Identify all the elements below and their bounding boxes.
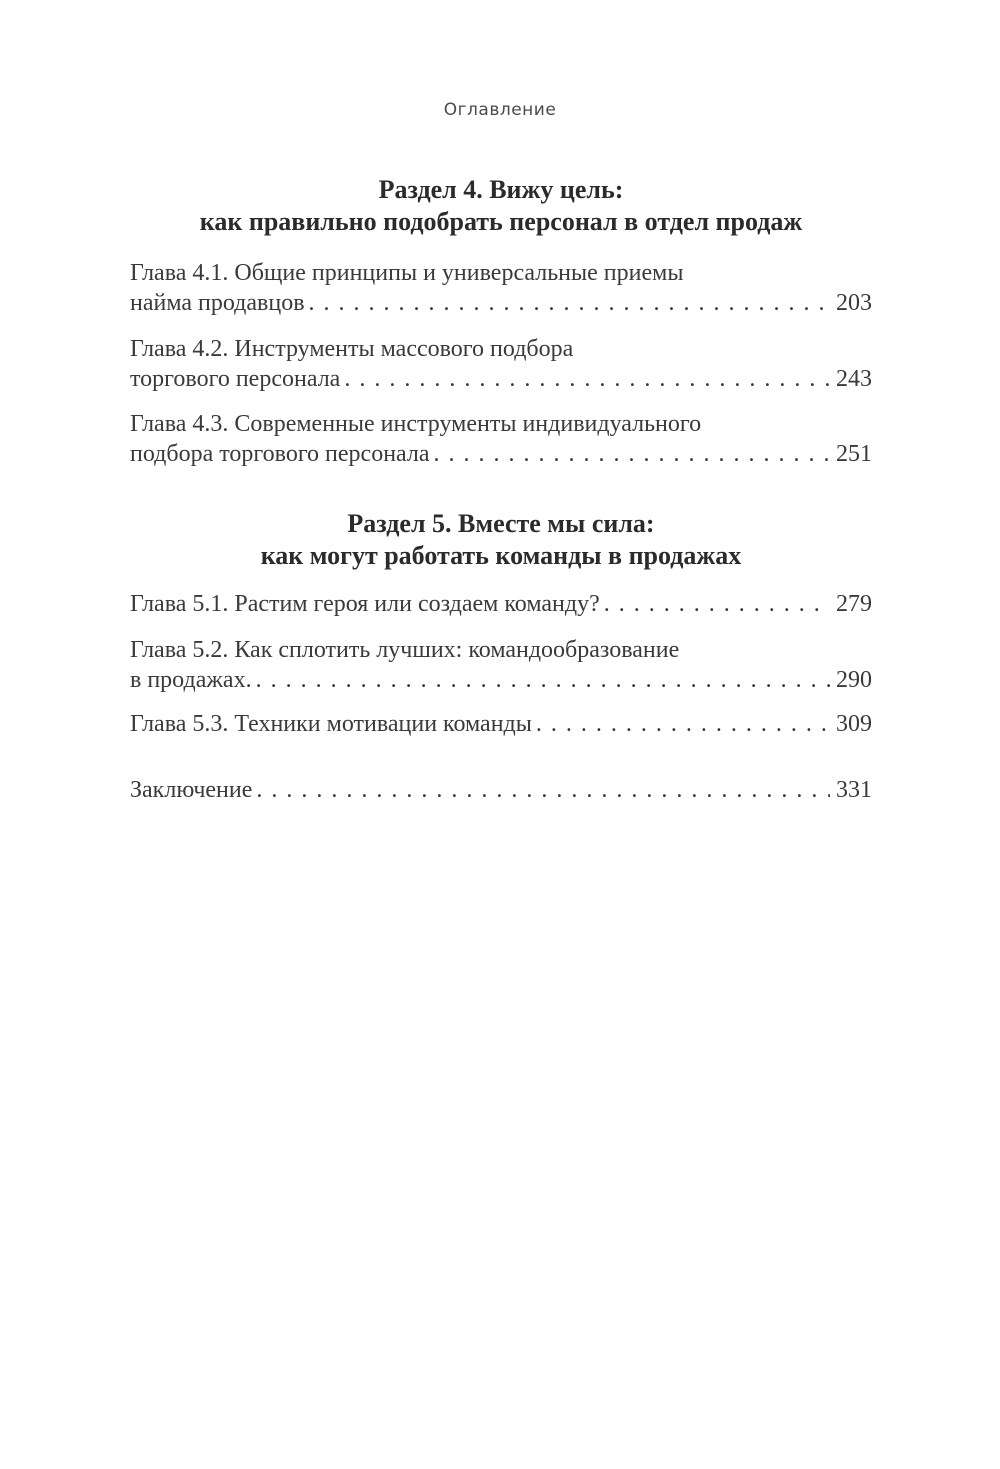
toc-entry-5-1[interactable] (130, 589, 872, 619)
toc-entry-5-3[interactable] (130, 709, 872, 739)
page-number: 290 (836, 667, 872, 693)
section-title (130, 174, 872, 238)
toc-section-5 (130, 508, 872, 572)
page-number: 203 (836, 290, 872, 316)
toc-entry-conclusion[interactable] (130, 775, 872, 805)
section-title-line1: Раздел 4. Вижу цель: (378, 175, 624, 204)
dot-leader (430, 439, 830, 469)
entry-title-line2: найма продавцов (130, 290, 305, 316)
entry-title-line1: Глава 4.1. Общие принципы и универсальные приемы (130, 260, 684, 286)
entry-title: Заключение (130, 777, 253, 803)
dot-leader (532, 709, 830, 739)
entry-title: Глава 5.3. Техники мотивации команды (130, 711, 532, 737)
section-title-line1: Раздел 5. Вместе мы сила: (347, 509, 655, 538)
page-number: 279 (836, 591, 872, 617)
page-number: 251 (836, 441, 872, 467)
section-title (130, 508, 872, 572)
dot-leader (305, 288, 830, 318)
toc-entry-5-2[interactable] (130, 635, 872, 695)
dot-leader (252, 775, 830, 805)
section-title-line2: как правильно подобрать персонал в отдел продаж (199, 207, 803, 236)
entry-title-line2: в продажах. (130, 667, 252, 693)
entry-title: Глава 5.1. Растим героя или создаем команду? (130, 591, 600, 617)
toc-entry-4-1[interactable] (130, 258, 872, 318)
toc-section-4 (130, 174, 872, 238)
dot-leader (252, 665, 830, 695)
running-header: Оглавление (443, 100, 557, 120)
page-number: 243 (836, 366, 872, 392)
page-number: 331 (836, 777, 872, 803)
entry-title-line1: Глава 4.3. Современные инструменты индивидуального (130, 411, 702, 437)
dot-leader (340, 364, 830, 394)
entry-title-line1: Глава 5.2. Как сплотить лучших: командообразование (130, 637, 680, 663)
page-number: 309 (836, 711, 872, 737)
toc-entry-4-3[interactable] (130, 409, 872, 469)
toc-entry-4-2[interactable] (130, 334, 872, 394)
entry-title-line2: подбора торгового персонала (130, 441, 430, 467)
entry-title-line2: торгового персонала (130, 366, 341, 392)
dot-leader (600, 589, 830, 619)
section-title-line2: как могут работать команды в продажах (260, 541, 742, 570)
entry-title-line1: Глава 4.2. Инструменты массового подбора (130, 336, 574, 362)
